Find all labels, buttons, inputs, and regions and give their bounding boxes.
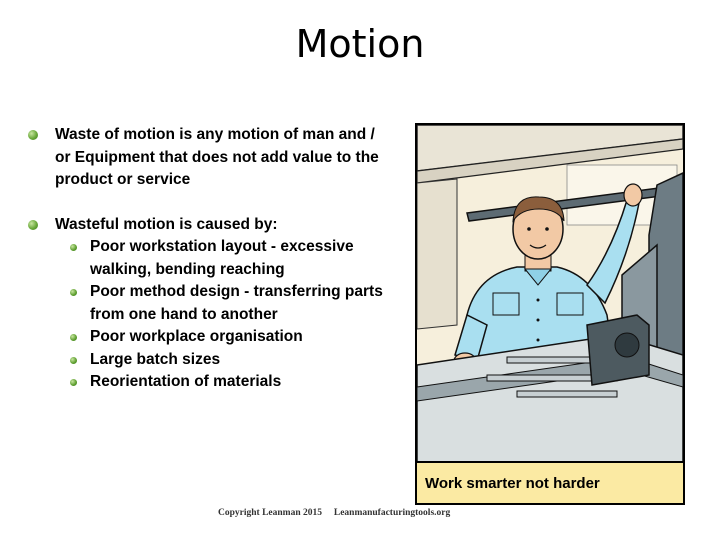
bullet-text: Waste of motion is any motion of man and / or Equipment that does not add value to the product or service [55,126,379,188]
sub-bullet-item [28,326,388,349]
website-text: Leanmanufacturingtools.org [333,508,451,518]
sub-bullet-item [28,349,388,372]
bullet-dot-icon [28,220,38,230]
caption-box [417,461,683,503]
sub-bullet-dot-icon [70,357,77,364]
sub-bullet-text: Reorientation of materials [90,373,282,390]
sub-bullet-dot-icon [70,334,77,341]
sub-bullet-text: Poor workplace organisation [90,328,303,345]
image-caption: Work smarter not harder [425,475,600,492]
illustration-frame [415,123,685,505]
bullet-dot-icon [28,130,38,140]
bullet-item [28,124,388,192]
sub-bullet-text: Large batch sizes [90,350,221,368]
copyright-text: Copyright Leanman 2015 [218,508,322,518]
sub-bullet-item [28,281,388,326]
bullet-item [28,214,388,237]
footer [218,508,450,518]
sub-bullet-text: Poor method design - transferring parts from one hand to another [90,283,383,323]
sub-bullet-dot-icon [70,244,77,251]
sub-bullet-item [28,371,388,394]
bullet-text: Wasteful motion is caused by: [55,215,278,233]
sub-bullet-text: Poor workstation layout - excessive walking, bending reaching [90,238,354,278]
bullet-list [28,124,388,394]
sub-bullet-dot-icon [70,289,77,296]
slide-title: Motion [295,22,425,66]
sub-bullet-dot-icon [70,379,77,386]
sub-bullet-item [28,236,388,281]
worker-illustration [417,125,683,465]
